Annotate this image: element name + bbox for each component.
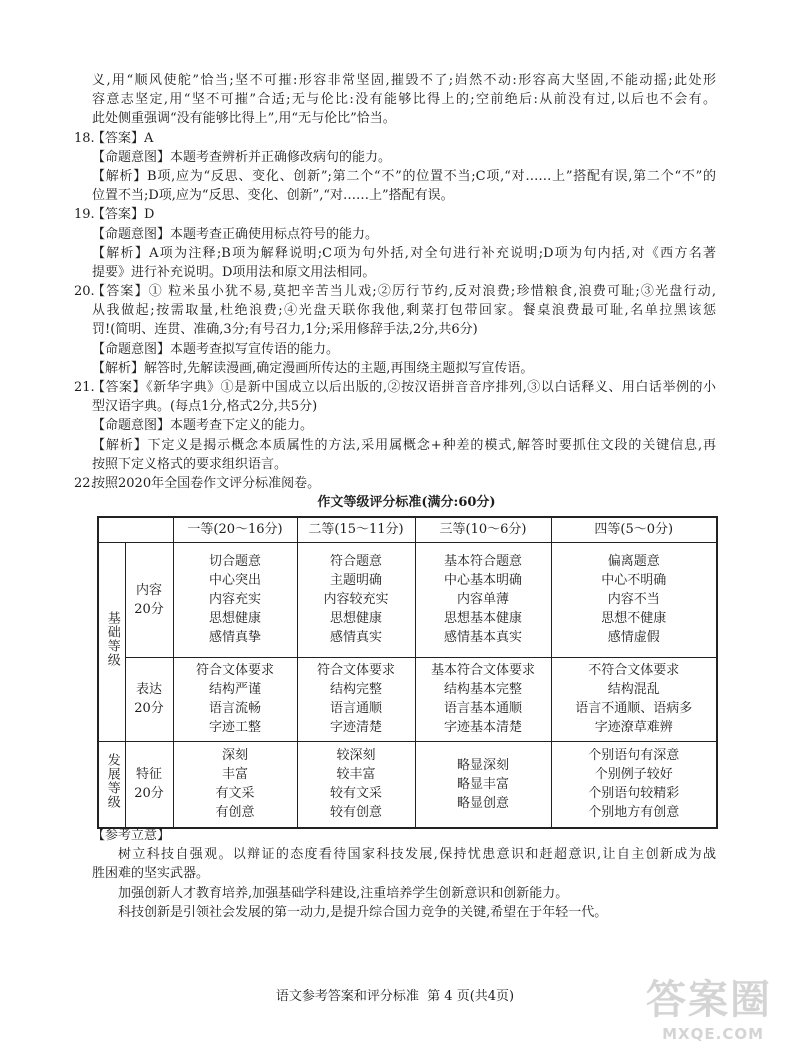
- intro-text: 义,用“顺风使舵”恰当;坚不可摧:形容非常坚固,摧毁不了;岿然不动:形容高大坚固,不能动摇;此处形: [92, 73, 716, 88]
- reference-heading-line: [92, 826, 716, 845]
- q20-analysis-line: [92, 359, 716, 378]
- q20-answer-line: [92, 320, 716, 339]
- q18-intent: 【命题意图】本题考查辨析并正确修改病句的能力。: [92, 149, 392, 165]
- q19-intent: 【命题意图】本题考查正确使用标点符号的能力。: [92, 226, 379, 242]
- page-footer: 语文参考答案和评分标准 第 4 页(共4页): [275, 989, 515, 1004]
- rubric-cell: 较深刻 较丰富 较有文采 较有创意: [297, 741, 415, 828]
- rubric-cell: 深刻 丰富 有文采 有创意: [173, 741, 297, 828]
- rubric-cell: 符合文体要求 结构严谨 语言流畅 字迹工整: [173, 657, 297, 741]
- q22-line: [74, 474, 716, 493]
- question-number: 20.: [74, 284, 95, 300]
- rubric-group-development: [98, 741, 125, 828]
- rubric-cell: 不符合文体要求 结构混乱 语言不通顺、语病多 字迹潦草难辨: [551, 657, 717, 741]
- q19-analysis-line: [92, 263, 716, 282]
- reference-p2: 加强创新人才教育培养,加强基础学科建设,注重培养学生创新意识和创新能力。: [118, 885, 569, 901]
- q20-answer-line: [74, 282, 716, 301]
- q21-analysis: 按照下定义格式的要求组织语言。: [92, 456, 288, 472]
- rubric-cell: 基本符合文体要求 结构基本完整 语言基本通顺 字迹基本清楚: [415, 657, 551, 741]
- rubric-cell: 符合文体要求 结构完整 语言通顺 字迹清楚: [297, 657, 415, 741]
- rubric-header-row: [98, 517, 717, 542]
- q21-intent: 【命题意图】本题考查下定义的能力。: [92, 418, 314, 434]
- question-number: 22.: [74, 475, 95, 491]
- rubric-row-label: 表达 20分: [125, 657, 173, 741]
- reference-p3-line: [92, 903, 716, 922]
- reference-p3: 科技创新是引领社会发展的第一动力,是提升综合国力竞争的关键,希望在于年轻一代。: [118, 904, 608, 920]
- q19-analysis: 提要》进行补充说明。D项用法和原文用法相同。: [92, 264, 376, 280]
- rubric-header-grade-3: 三等(10～6分): [415, 517, 551, 542]
- q18-analysis: 位置不当;D项,应为“反思、变化、创新”,“对……上”搭配有误。: [92, 188, 454, 204]
- reference-p1-line: [92, 864, 716, 883]
- reference-p1: 树立科技自强观。以辩证的态度看待国家科技发展,保持忧患意识和赶超意识,让自主创新成为战: [118, 847, 716, 863]
- reference-p2-line: [92, 884, 716, 903]
- q21-analysis-line: [92, 455, 716, 474]
- watermark-logo-domain: MXQE.COM: [662, 1025, 764, 1043]
- rubric-header-grade-4: 四等(5～0分): [551, 517, 717, 542]
- rubric-cell: 个别语句有深意 个别例子较好 个别语句较精彩 个别地方有创意: [551, 741, 717, 828]
- q20-intent: 【命题意图】本题考查拟写宣传语的能力。: [92, 341, 340, 357]
- intro-line: [92, 90, 716, 109]
- q20-answer: 罚!(简明、连贯、准确,3分;有号召力,1分;采用修辞手法,2分,共6分): [92, 322, 478, 338]
- rubric-header-grade-2: 二等(15～11分): [297, 517, 415, 542]
- q20-answer-line: [92, 301, 716, 320]
- q21-answer: 【答案】《新华字典》①是新中国成立以后出版的,②按汉语拼音音序排列,③以白话释义、用白话举例的小: [92, 380, 716, 395]
- rubric-table: [97, 516, 718, 829]
- intro-text: 此处侧重强调“没有能够比得上”,用“无与伦比”恰当。: [92, 111, 396, 127]
- question-number: 21.: [74, 380, 95, 395]
- question-number: 19.: [74, 207, 95, 223]
- reference-p1-line: [92, 845, 716, 864]
- rubric-row-label: 特征 20分: [125, 741, 173, 828]
- rubric-cell: 切合题意 中心突出 内容充实 思想健康 感情真挚: [173, 542, 297, 657]
- question-number: 18.: [74, 130, 95, 146]
- q20-analysis: 【解析】解答时,先解读漫画,确定漫画所传达的主题,再围绕主题拟写宣传语。: [92, 360, 534, 376]
- rubric-cell: 符合题意 主题明确 内容较充实 思想健康 感情真实: [297, 542, 415, 657]
- answers-section: [74, 71, 716, 493]
- q21-analysis-line: [92, 436, 716, 455]
- q19-answer-line: [74, 205, 716, 224]
- q20-answer: 从我做起;按需取量,杜绝浪费;④光盘天联你我他,剩菜打包带回家。餐桌浪费最可耻,名单拉黑该惩: [92, 303, 716, 319]
- intro-text: 容意志坚定,用“坚不可摧”合适;无与伦比:没有能够比得上的;空前绝后:从前没有过,以后也不会有。: [92, 92, 716, 108]
- q20-answer: 【答案】① 粒米虽小犹不易,莫把辛苦当儿戏;②厉行节约,反对浪费;珍惜粮食,浪费可耻;③光盘行动,: [92, 284, 716, 300]
- rubric-group-basic-label: 基础等级: [104, 610, 120, 667]
- reference-heading: 【参考立意】: [92, 828, 171, 843]
- rubric-group-basic: [98, 542, 125, 741]
- q21-answer: 型汉语字典。(每点1分,格式2分,共5分): [92, 399, 318, 415]
- rubric-cell: 略显深刻 略显丰富 略显创意: [415, 741, 551, 828]
- watermark-logo: [612, 976, 772, 1050]
- rubric-cell: 基本符合题意 中心基本明确 内容单薄 思想基本健康 感情基本真实: [415, 542, 551, 657]
- reference-p1: 胜困难的坚实武器。: [92, 866, 210, 882]
- q19-intent-line: [92, 225, 716, 244]
- q19-analysis: 【解析】A项为注释;B项为解释说明;C项为句外括,对全句进行补充说明;D项为句内括,对《西方名著: [92, 245, 716, 261]
- rubric-row-expression: [98, 657, 717, 741]
- q18-analysis-line: [92, 186, 716, 205]
- rubric-header-grade-1: 一等(20～16分): [173, 517, 297, 542]
- q21-answer-line: [92, 397, 716, 416]
- q21-analysis: 【解析】下定义是揭示概念本质属性的方法,采用属概念+种差的模式,解答时要抓住文段的关键信息,再: [92, 437, 716, 453]
- q18-answer: 【答案】A: [92, 130, 154, 146]
- q18-answer-line: [74, 129, 716, 148]
- q18-analysis-line: [92, 167, 716, 186]
- q21-answer-line: [74, 378, 716, 397]
- q20-intent-line: [92, 340, 716, 359]
- q19-answer: 【答案】D: [92, 207, 155, 223]
- q19-analysis-line: [92, 244, 716, 263]
- rubric-title: 作文等级评分标准(满分:60分): [317, 495, 496, 510]
- q22-text: 按照2020年全国卷作文评分标准阅卷。: [92, 475, 321, 491]
- q21-intent-line: [92, 416, 716, 435]
- rubric-corner-cell: [98, 517, 173, 542]
- q18-intent-line: [92, 148, 716, 167]
- rubric-row-feature: [98, 741, 717, 828]
- rubric-row-label: 内容 20分: [125, 542, 173, 657]
- rubric-cell: 偏离题意 中心不明确 内容不当 思想不健康 感情虚假: [551, 542, 717, 657]
- reference-section: [92, 826, 716, 922]
- intro-line: [92, 71, 716, 90]
- watermark-logo-name: 答案圈: [646, 977, 772, 1023]
- rubric-row-content: [98, 542, 717, 657]
- q18-analysis: 【解析】B项,应为“反思、变化、创新”;第二个“不”的位置不当;C项,“对……上”搭配有误,第二个“不”的: [92, 168, 716, 184]
- rubric-group-development-label: 发展等级: [104, 753, 120, 810]
- intro-line: [92, 109, 716, 128]
